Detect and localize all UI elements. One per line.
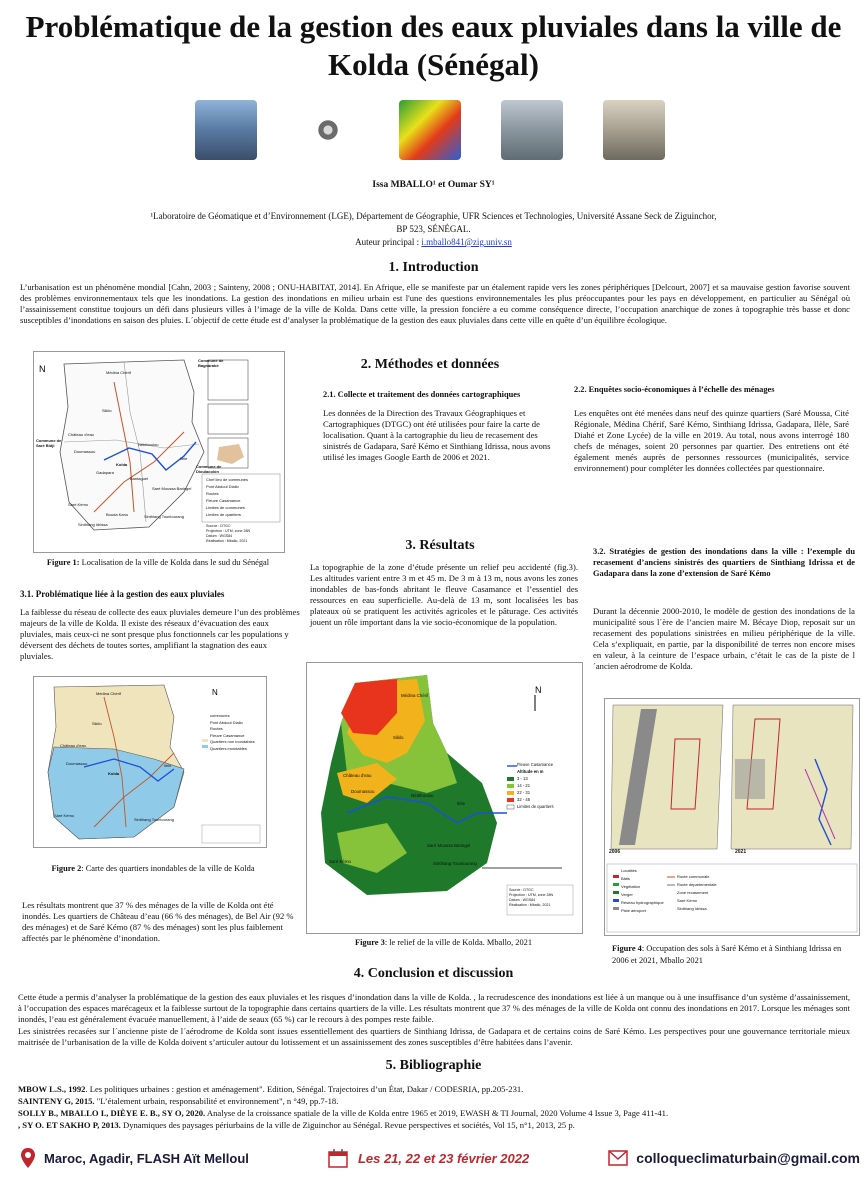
map-label: Château d'eau bbox=[60, 743, 86, 748]
legend-item: Végétation bbox=[621, 884, 641, 889]
results-heading: 3. Résultats bbox=[405, 538, 475, 553]
figure-2-map bbox=[33, 676, 267, 848]
legend-item: Routes bbox=[210, 726, 223, 731]
year-label: 2006 bbox=[609, 849, 621, 855]
map-label: Commune de Saré Bidji bbox=[36, 438, 62, 448]
legend-item: Limites de quartiers bbox=[206, 512, 241, 517]
map-label: Bouda Kano bbox=[106, 512, 129, 517]
section-3-2-text: Durant la décennie 2000-2010, le modèle de gestion des inondations de la municipalité sous l´ère de l’ancien maire M. Bécaye Diop, reposait sur un recasement des populations sinistrées en milieu périphérique de la ville. Cela s’expliquait, en partie, par la disponibilité de terres non encore mises en valeur, à la ceinture de l’espace urbain, c’était le cas de la piste de l´ancien aérodrome de Kolda. bbox=[593, 606, 855, 671]
legend-item: Fleuve Casamance bbox=[210, 732, 245, 738]
fig3-labels bbox=[307, 663, 582, 933]
legend-item: 14 - 21 bbox=[517, 783, 531, 788]
map-label: Kolda bbox=[116, 462, 128, 467]
map-label: Ilèle bbox=[457, 801, 466, 806]
map-label: Doumassou bbox=[351, 789, 375, 794]
mail-icon bbox=[608, 1150, 628, 1166]
conclusion-text-2: Les sinistrées recasées sur l´ancienne piste de l´aérodrome de Kolda sont issues essentiellement des quartiers de Sinthiang Idrissa, de Gadapara et de certains coins de Saré Kémo. Les perspectives pour une gouvernance territoriale mieux maitrisée de l’urbanisation de la ville de Kolda doivent s’articuler autour du lotissement et un assainissement des zones susceptibles d’être habitées dans l’avenir. bbox=[18, 1026, 850, 1047]
map-label: Commune de Bagnarabé bbox=[198, 358, 224, 368]
map-label: Médina Chérif bbox=[96, 691, 121, 696]
legend-item: Localités bbox=[621, 868, 637, 873]
map-label: Nétéboulou bbox=[138, 442, 159, 447]
caption-text: : le relief de la ville de Kolda. Mballo, 2021 bbox=[384, 938, 533, 947]
section-3-1-text: La faiblesse du réseau de collecte des eaux pluviales demeure l’un des problèmes majeurs de la ville de Kolda. Il existe des réseaux d’évacuation des eaux pluviales, mais ceux-ci ne sont presque plus fonctionnels car les populations y déversent des déchets de toutes sortes, amplifiant la stagnation des eaux pluviales. bbox=[20, 607, 300, 661]
map-label: Château d'eau bbox=[68, 432, 94, 437]
map-label: Doumassou bbox=[66, 761, 88, 766]
fig3-source: Source : DTGC Projection : UTM, zone 28N Datum : WGS84 Réalisation : Mballo, 2021 bbox=[509, 888, 554, 907]
fig4-legend-col1 bbox=[621, 867, 664, 915]
map-label: Ilèle bbox=[164, 763, 172, 768]
figure-3-map bbox=[306, 662, 583, 934]
conclusion-heading: 4. Conclusion et discussion bbox=[353, 966, 514, 981]
legend-item: Route départementale bbox=[677, 882, 717, 887]
figure-3-caption bbox=[306, 936, 581, 949]
footer-dates bbox=[328, 1148, 529, 1168]
map-label: Château d'eau bbox=[343, 773, 372, 778]
bibliography-list bbox=[18, 1083, 850, 1131]
legend-item: Chef lieu de communes bbox=[206, 477, 249, 482]
caption-text: : Occupation des sols à Saré Kémo et à Sinthiang Idrissa en 2006 et 2021, Mballo 2021 bbox=[612, 944, 842, 965]
footer-email-text[interactable]: colloqueclimaturbain@gmail.com bbox=[636, 1150, 860, 1166]
legend-item: Piste aéroport bbox=[621, 908, 646, 913]
legend-item: Pont Abdoul Diallo bbox=[206, 484, 239, 489]
section-3-1-results: Les résultats montrent que 37 % des ménages de la ville de Kolda ont été inondés. Les quartiers de Château d’eau (66 % des ménages), de Bel Air (92 % des ménages) et de Saré Kémo (87 % des ménages) sont les plus faiblement affectés par le phénomène d’inondation. bbox=[22, 900, 294, 943]
map-label: Médina Chérif bbox=[401, 693, 429, 698]
aerial-city-photo bbox=[603, 100, 665, 160]
caption-label: Figure 2 bbox=[51, 864, 82, 873]
legend-item: 32 - 45 bbox=[517, 797, 531, 802]
legend-item: Routes bbox=[206, 491, 219, 496]
map-label: Saré Kémo bbox=[68, 502, 89, 507]
fig1-source: Source : DTGC Projection : UTM, zone 28N Datum : WGS84 Réalisation : Mballo, 2021 bbox=[206, 524, 251, 543]
methods-sub1-text: Les données de la Direction des Travaux Géographiques et Cartographiques (DTGC) ont été utilisées pour faire la carte de localisation. Quant à la cartographie du lieu de recasement des sinistrés de Gadapara, Saré Kémo et Sinthiang Idrissa, nous avons utilisé les images Google Earth de 2006 et 2021. bbox=[323, 408, 551, 462]
legend-item: Route communale bbox=[677, 874, 710, 879]
bib-authors: SOLLY B., MBALLO I., DIÈYE E. B., SY O, 2020. bbox=[18, 1108, 206, 1118]
footer-dates-text: Les 21, 22 et 23 février 2022 bbox=[357, 1150, 530, 1166]
section-3-1-heading: 3.1. Problématique liée à la gestion des eaux pluviales bbox=[20, 589, 225, 599]
section-3-2-heading: 3.2. Stratégies de gestion des inondations dans la ville : l’exemple du recasement d’anciens sinistrés des quartiers de Sinthiang Idrissa et de Gadapara dans la zone d’extension de Saré Kémo bbox=[593, 547, 855, 578]
legend-item: Quartiers non inondables bbox=[210, 739, 255, 744]
caption-text: Localisation de la ville de Kolda dans le sud du Sénégal bbox=[79, 558, 270, 567]
caption-text: : Carte des quartiers inondables de la ville de Kolda bbox=[81, 864, 255, 873]
map-label: Sikilo bbox=[92, 721, 102, 726]
author-email-link[interactable]: i.mballo841@zig.univ.sn bbox=[421, 237, 512, 247]
author-label: Auteur principal : bbox=[355, 237, 422, 247]
map-label: Saré Moussa Baringel bbox=[427, 843, 471, 848]
authors: Issa MBALLO¹ et Oumar SY¹ bbox=[372, 180, 495, 190]
heatmap-photo bbox=[399, 100, 461, 160]
legend-item: Limites de quartiers bbox=[517, 804, 554, 809]
map-label: Médina Chérif bbox=[106, 370, 131, 375]
intro-heading: 1. Introduction bbox=[388, 260, 479, 275]
figure-1-map bbox=[33, 351, 285, 553]
legend-item: Fleuve Casamance bbox=[206, 498, 241, 503]
poster-title: Problématique de la gestion des eaux pluviales dans la ville de Kolda (Sénégal) bbox=[25, 9, 842, 82]
bib-item bbox=[18, 1107, 850, 1119]
methods-sub1-heading: 2.1. Collecte et traitement des données cartographiques bbox=[323, 390, 521, 399]
bib-item bbox=[18, 1083, 850, 1095]
footer-email bbox=[608, 1150, 860, 1166]
satellite-photo bbox=[297, 100, 359, 160]
figure-1-caption bbox=[33, 556, 283, 569]
map-pin-icon bbox=[20, 1147, 36, 1169]
legend-item: 3 - 13 bbox=[517, 776, 528, 781]
corresponding-author bbox=[150, 236, 717, 249]
map-label: Bantaguel bbox=[130, 476, 149, 481]
year-label: 2021 bbox=[735, 849, 747, 855]
legend-item: communes bbox=[210, 713, 230, 718]
map-label: Sinthiang Idrissa bbox=[78, 522, 108, 527]
map-label: Sinthiang Tountourang bbox=[144, 514, 184, 519]
methods-heading: 2. Méthodes et données bbox=[360, 357, 500, 372]
fig4-legend-col2 bbox=[677, 873, 717, 913]
header-photo-strip bbox=[195, 100, 665, 164]
legend-item: Pont Abdoul Diallo bbox=[210, 719, 243, 725]
bib-rest: Dynamiques des paysages périurbains de la ville de Ziguinchor au Sénégal. Revue perspectives et sociétés, Vol 15, n°1, 2013, 25 p. bbox=[120, 1120, 575, 1130]
figure-4-caption bbox=[612, 943, 852, 967]
fig2-labels bbox=[34, 677, 266, 847]
map-label: Kolda bbox=[108, 771, 120, 776]
footer bbox=[20, 1140, 860, 1176]
legend-item: Sinthiang Idrissa bbox=[677, 906, 707, 911]
legend-item: Limites de communes bbox=[206, 505, 245, 510]
legend-item: Réseau hydrographique bbox=[621, 900, 664, 905]
north-arrow: N bbox=[39, 364, 46, 374]
map-label: Commune de Dioulacolon bbox=[196, 464, 222, 474]
map-label: Nétéboulou bbox=[411, 793, 434, 798]
map-label: Sinthiang Tountourang bbox=[433, 861, 477, 866]
map-label: Sikilo bbox=[393, 735, 404, 740]
map-label: Sikilo bbox=[102, 408, 112, 413]
bib-item bbox=[18, 1095, 850, 1107]
calendar-icon bbox=[328, 1148, 348, 1168]
bib-authors: , SY O. ET SAKHO P, 2013. bbox=[18, 1120, 121, 1130]
map-label: Saré Kémo bbox=[329, 859, 351, 864]
map-label: Ilèle bbox=[180, 456, 188, 461]
fig1-legend bbox=[206, 476, 248, 518]
affiliation: ¹Laboratoire de Géomatique et d’Environnement (LGE), Département de Géographie, UFR Sciences et Technologies, Université Assane Seck de Ziguinchor, BP 523, SÉNÉGAL. bbox=[150, 211, 717, 234]
legend-item: Bâtis bbox=[621, 876, 630, 881]
bib-rest: Analyse de la croissance spatiale de la ville de Kolda entre 1965 et 2019, EWASH & TI Journal, 2020 Volume 4 Issue 3, Page 411-41. bbox=[205, 1108, 669, 1118]
legend-item: Quartiers inondables bbox=[210, 745, 247, 751]
map-label: Saré Kémo bbox=[54, 813, 75, 818]
footer-location bbox=[20, 1147, 249, 1169]
legend-item: Saré Kémo bbox=[677, 898, 698, 903]
affiliation-block bbox=[150, 210, 717, 249]
north-arrow: N bbox=[535, 685, 542, 695]
city-photo bbox=[195, 100, 257, 160]
legend-item: Zone recasement bbox=[677, 890, 709, 895]
map-label: Saré Moussa Baringel bbox=[152, 486, 192, 491]
bibliography-heading: 5. Bibliographie bbox=[385, 1058, 482, 1073]
legend-item: 22 - 31 bbox=[517, 790, 531, 795]
caption-label: Figure 1: bbox=[46, 558, 80, 567]
north-arrow: N bbox=[212, 688, 218, 697]
figure-4-map bbox=[604, 698, 860, 936]
bib-rest: . Les politiques urbaines : gestion et aménagement". Edition, Sénégal. Trajectoires d’un État, Dakar / CODESRIA, pp.205-231. bbox=[85, 1084, 524, 1094]
legend-item: Fleuve Casamance bbox=[517, 762, 554, 767]
map-label: Gadapara bbox=[96, 470, 114, 475]
legend-title: Altitude en m bbox=[517, 769, 544, 774]
bib-authors: MBOW L.S., 1992 bbox=[18, 1084, 86, 1094]
methods-sub2-text: Les enquêtes ont été menées dans neuf des quinze quartiers (Saré Moussa, Cité Régionale, Médina Chérif, Saré Kémo, Sinthiang Idrissa, Gadapara, Ilèle, Saré Diahé et Zone Lycée) de la ville en 2019. Au total, nous avons interrogé 180 chefs de ménages, soient 20 personnes par quartier. Des entretiens ont été également menés auprès de personnes ressources (municipalités, service environnement) pour compléter les données collectées par questionnaire. bbox=[574, 408, 849, 473]
methods-sub2-heading: 2.2. Enquêtes socio-économiques à l’échelle des ménages bbox=[574, 385, 775, 394]
legend-item: Verger bbox=[621, 892, 633, 897]
conclusion-text-1: Cette étude a permis d’analyser la problématique de la gestion des eaux pluviales et les risques d’inondation dans la ville de Kolda. , la recrudescence des inondations est liée à un manque ou à une insuffisance d’un système d’assainissement, à l’occupation des espaces marécageux et la faiblesse surtout de la topographie dans certains quartiers de la ville. Les résultats montrent que 37 % des ménages de la ville de Kolda ont connu des inondations en 2017. Lorsque les ménages sont inondés, l’eau est généralement évacuée manuellement, à l’aide de seaux (65 %) car le recours à des pompes reste faible. bbox=[18, 992, 850, 1024]
footer-location-text: Maroc, Agadir, FLASH Aït Melloul bbox=[44, 1150, 249, 1166]
caption-label: Figure 3 bbox=[354, 938, 385, 947]
intro-text: L’urbanisation est un phénomène mondial [Cahn, 2003 ; Sainteny, 2008 ; ONU-HABITAT, 2014]. En Afrique, elle se manifeste par un étalement rapide vers les zones périphériques [Delcourt, 2007] et sa mauvaise gestion favorise souvent des problèmes environnementaux tels que les inondations. La gestion des inondations en milieu urbain est l'une des questions environnementales les plus préoccupantes pour les pays en développement, en particulier au Sénégal où l’assainissement constitue toujours un défi dans plusieurs villes à l’image de la ville de Kolda. Dans cette ville, la pression foncière a eu comme conséquence directe, l’occupation anarchique de zones à topographie très basse et donc susceptibles d’inondations en saison des pluies. L´objectif de cette étude est d’analyser la problématique de la gestion des eaux pluviales dans cette ville en quête d’un équilibre écologique. bbox=[20, 282, 850, 325]
bib-authors: SAINTENY G, 2015. bbox=[18, 1096, 95, 1106]
flood-photo bbox=[501, 100, 563, 160]
fig1-labels bbox=[34, 352, 284, 552]
figure-2-caption bbox=[33, 862, 273, 875]
map-label: Doumassou bbox=[74, 449, 96, 454]
results-text: La topographie de la zone d’étude présente un relief peu accidenté (fig.3). Les altitudes varient entre 3 m et 45 m. De 3 m à 13 m, nous avons les zones inondables de bas-fonds abritant le fleuve Casamance et l’essentiel des ressources en eau superficielle. Au-delà de 13 m, sont localisées les bas plateaux où se pratiquent les activités agricoles et le pâturage. Ces activités jouent un rôle important dans la vie socio-économique de la population. bbox=[310, 562, 578, 627]
caption-label: Figure 4 bbox=[612, 944, 642, 953]
bib-rest: "L’étalement urbain, responsabilité et environnement", n °49, pp.7-18. bbox=[94, 1096, 339, 1106]
map-label: Sinthiang Tountourang bbox=[134, 817, 174, 822]
bib-item bbox=[18, 1119, 850, 1131]
